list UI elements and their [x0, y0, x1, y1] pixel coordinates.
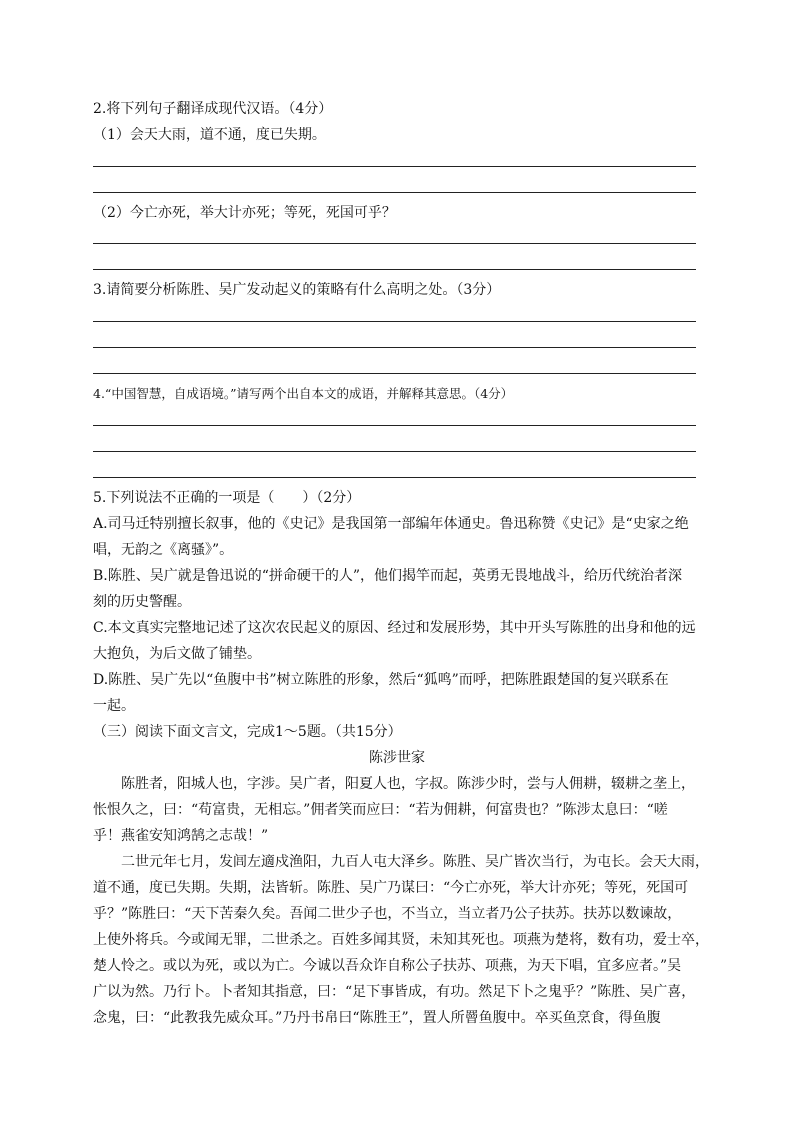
answer-line[interactable] [93, 425, 696, 426]
passage-paragraph-2-line: 楚人怜之。或以为死，或以为亡。今诚以吾众诈自称公子扶苏、项燕，为天下唱，宜多应者。”吴 [93, 958, 682, 974]
question-2-sentence-1: （1）会天大雨，道不通，度已失期。 [93, 127, 326, 143]
passage-paragraph-2-line: 道不通，度已失期。失期，法皆斩。陈胜、吴广乃谋曰：“今亡亦死，举大计亦死；等死，死国可 [93, 880, 689, 896]
passage-paragraph-1-line: 乎！燕雀安知鸿鹄之志哉！” [93, 828, 269, 844]
option-c-line-1: C.本文真实完整地记述了这次农民起义的原因、经过和发展形势，其中开头写陈胜的出身和他的远 [93, 620, 696, 636]
passage-paragraph-2-line: 广以为然。乃行卜。卜者知其指意，曰：“足下事皆成，有功。然足下卜之鬼乎？”陈胜、吴广喜， [93, 984, 696, 1000]
question-4-title: 4.“中国智慧，自成语境。”请写两个出自本文的成语，并解释其意思。（4分） [93, 386, 514, 401]
option-b-line-1: B.陈胜、吴广就是鲁迅说的“拼命硬干的人”，他们揭竿而起，英勇无畏地战斗，给历代统治者深 [93, 568, 683, 584]
answer-line[interactable] [93, 192, 696, 193]
option-a-line-2: 唱，无韵之《离骚》”。 [93, 542, 234, 558]
option-a-line-1: A.司马迁特别擅长叙事，他的《史记》是我国第一部编年体通史。鲁迅称赞《史记》是“史家之绝 [93, 516, 689, 532]
answer-line[interactable] [93, 347, 696, 348]
question-5-title: 5.下列说法不正确的一项是（ ）（2分） [93, 490, 361, 506]
passage-title: 陈涉世家 [369, 750, 425, 766]
question-2-sentence-2: （2）今亡亦死，举大计亦死；等死，死国可乎？ [93, 205, 396, 221]
answer-line[interactable] [93, 321, 696, 322]
option-c-line-2: 大抱负，为后文做了铺垫。 [93, 646, 261, 662]
option-d-line-1: D.陈胜、吴广先以“鱼腹中书”树立陈胜的形象，然后“狐鸣”而呼，把陈胜跟楚国的复兴联系在 [93, 672, 669, 688]
passage-paragraph-1-line: 怅恨久之，曰：“苟富贵，无相忘。”佣者笑而应曰：“若为佣耕，何富贵也？”陈涉太息曰：“嗟 [93, 802, 668, 818]
passage-paragraph-2-line: 上使外将兵。今或闻无罪，二世杀之。百姓多闻其贤，未知其死也。项燕为楚将，数有功，爱士卒， [93, 932, 709, 948]
option-d-line-2: 一起。 [93, 698, 135, 714]
question-3-title: 3.请简要分析陈胜、吴广发动起义的策略有什么高明之处。（3分） [93, 282, 501, 298]
answer-line[interactable] [93, 477, 696, 478]
answer-line[interactable] [93, 243, 696, 244]
section-3-heading: （三）阅读下面文言文，完成1～5题。（共15分） [93, 724, 402, 740]
question-2-title: 2.将下列句子翻译成现代汉语。（4分） [93, 101, 333, 117]
answer-line[interactable] [93, 269, 696, 270]
passage-paragraph-2-line: 乎？”陈胜曰：“天下苦秦久矣。吾闻二世少子也，不当立，当立者乃公子扶苏。扶苏以数谏故， [93, 906, 682, 922]
answer-line[interactable] [93, 373, 696, 374]
answer-line[interactable] [93, 451, 696, 452]
passage-paragraph-2-line: 二世元年七月，发闾左適戍渔阳，九百人屯大泽乡。陈胜、吴广皆次当行，为屯长。会天大雨， [121, 854, 709, 870]
option-b-line-2: 刻的历史警醒。 [93, 594, 191, 610]
passage-paragraph-2-line: 念鬼，曰：“此教我先威众耳。”乃丹书帛曰“陈胜王”，置人所罾鱼腹中。卒买鱼烹食，得鱼腹 [93, 1010, 661, 1026]
passage-paragraph-1-line: 陈胜者，阳城人也，字涉。吴广者，阳夏人也，字叔。陈涉少时，尝与人佣耕，辍耕之垄上， [121, 776, 695, 792]
answer-line[interactable] [93, 166, 696, 167]
